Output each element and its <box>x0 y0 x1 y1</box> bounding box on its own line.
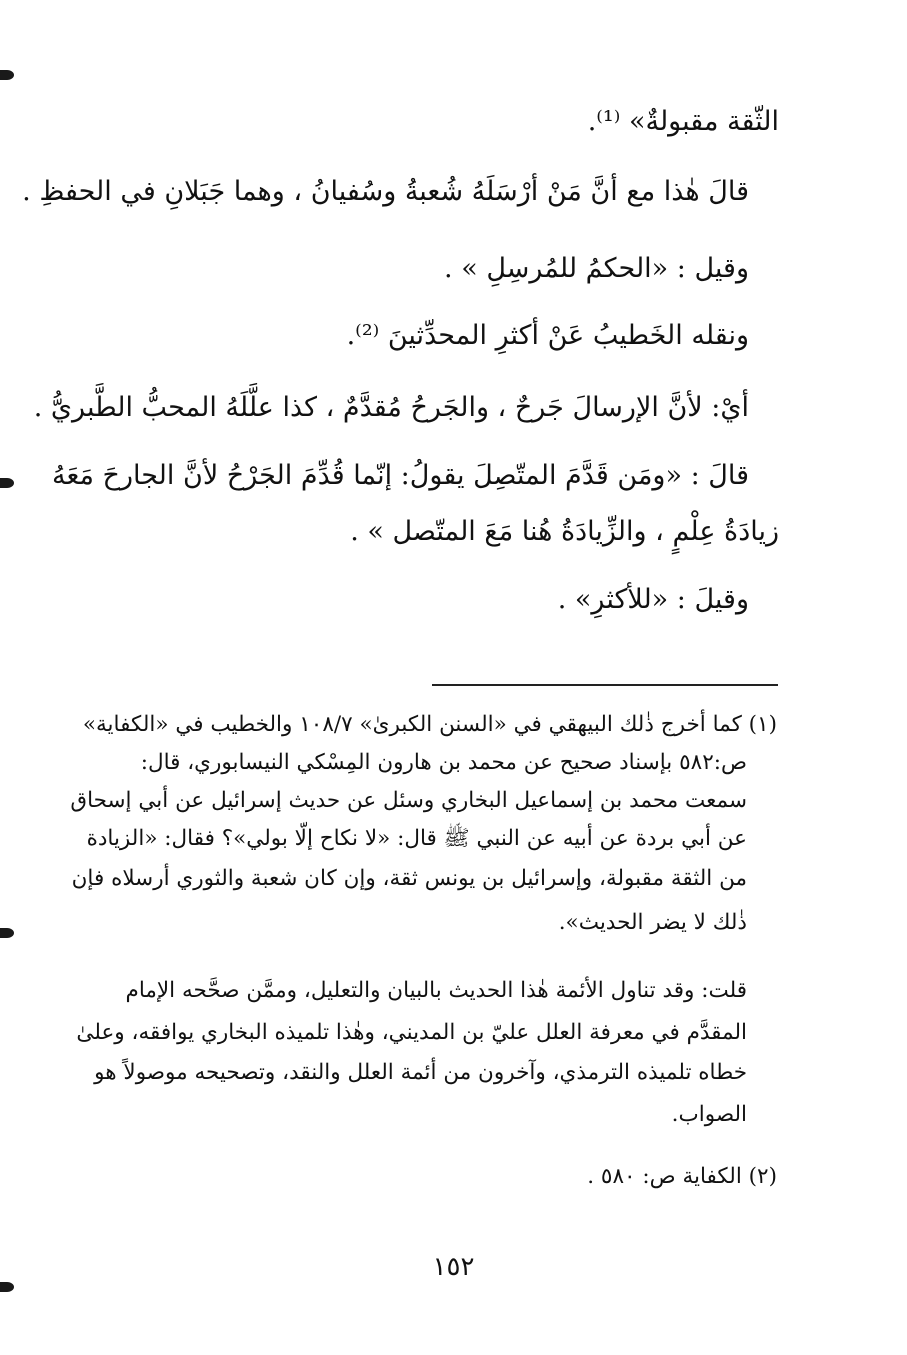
scan-edge-mark <box>0 928 14 938</box>
scan-edge-mark <box>0 1282 14 1292</box>
scan-edge-mark <box>0 478 14 488</box>
footnote-separator <box>432 684 778 686</box>
comment-line: الصواب. <box>671 1102 747 1127</box>
footnote-line: (٢) الكفاية ص: ٥٨٠ . <box>587 1164 777 1189</box>
main-text-line: ونقله الخَطيبُ عَنْ أكثرِ المحدِّثينَ ⁽²⁾. <box>346 320 749 351</box>
main-text-line: زيادَةُ عِلْمٍ ، والزِّيادَةُ هُنا مَعَ المتّصل » . <box>350 516 779 547</box>
main-text-line: الثّقة مقبولةٌ» ⁽¹⁾. <box>587 106 779 137</box>
main-text-line: أيْ: لأنَّ الإرسالَ جَرحٌ ، والجَرحُ مُقدَّمٌ ، كذا علَّلَهُ المحبُّ الطَّبريُّ . <box>33 392 749 423</box>
comment-line: المقدَّم في معرفة العلل عليّ بن المديني، وهٰذا تلميذه البخاري يوافقه، وعلىٰ <box>76 1020 747 1045</box>
main-text-line: قالَ : «ومَن قَدَّمَ المتّصِلَ يقولُ: إنّما قُدِّمَ الجَرْحُ لأنَّ الجارحَ مَعَهُ <box>52 460 749 491</box>
footnote-line: (١) كما أخرج ذٰلك البيهقي في «السنن الكبرىٰ» ١٠٨/٧ والخطيب في «الكفاية» <box>82 712 777 737</box>
footnote-line: عن أبي بردة عن أبيه عن النبي ﷺ قال: «لا نكاح إلّا بولي»؟ فقال: «الزيادة <box>86 826 747 851</box>
footnote-line: من الثقة مقبولة، وإسرائيل بن يونس ثقة، وإن كان شعبة والثوري أرسلاه فإن <box>71 866 747 891</box>
main-text-line: وقيل : «الحكمُ للمُرسِلِ » . <box>444 253 749 284</box>
comment-line: خطاه تلميذه الترمذي، وآخرون من أئمة العلل والنقد، وتصحيحه موصولاً هو <box>94 1060 747 1085</box>
main-text-line: قالَ هٰذا مع أنَّ مَنْ أرْسَلَهُ شُعبةُ وسُفيانُ ، وهما جَبَلانِ في الحفظِ . <box>22 176 749 207</box>
scan-edge-mark <box>0 70 14 80</box>
footnote-line: سمعت محمد بن إسماعيل البخاري وسئل عن حديث إسرائيل عن أبي إسحاق <box>70 788 747 813</box>
page-number: ١٥٢ <box>432 1252 475 1282</box>
footnote-line: ص:٥٨٢ بإسناد صحيح عن محمد بن هارون المِسْكي النيسابوري، قال: <box>140 750 747 775</box>
main-text-line: وقيلَ : «للأكثرِ» . <box>557 584 749 615</box>
comment-line: قلت: وقد تناول الأئمة هٰذا الحديث بالبيان والتعليل، وممَّن صحَّحه الإمام <box>125 978 747 1003</box>
footnote-line: ذٰلك لا يضر الحديث». <box>558 910 747 935</box>
